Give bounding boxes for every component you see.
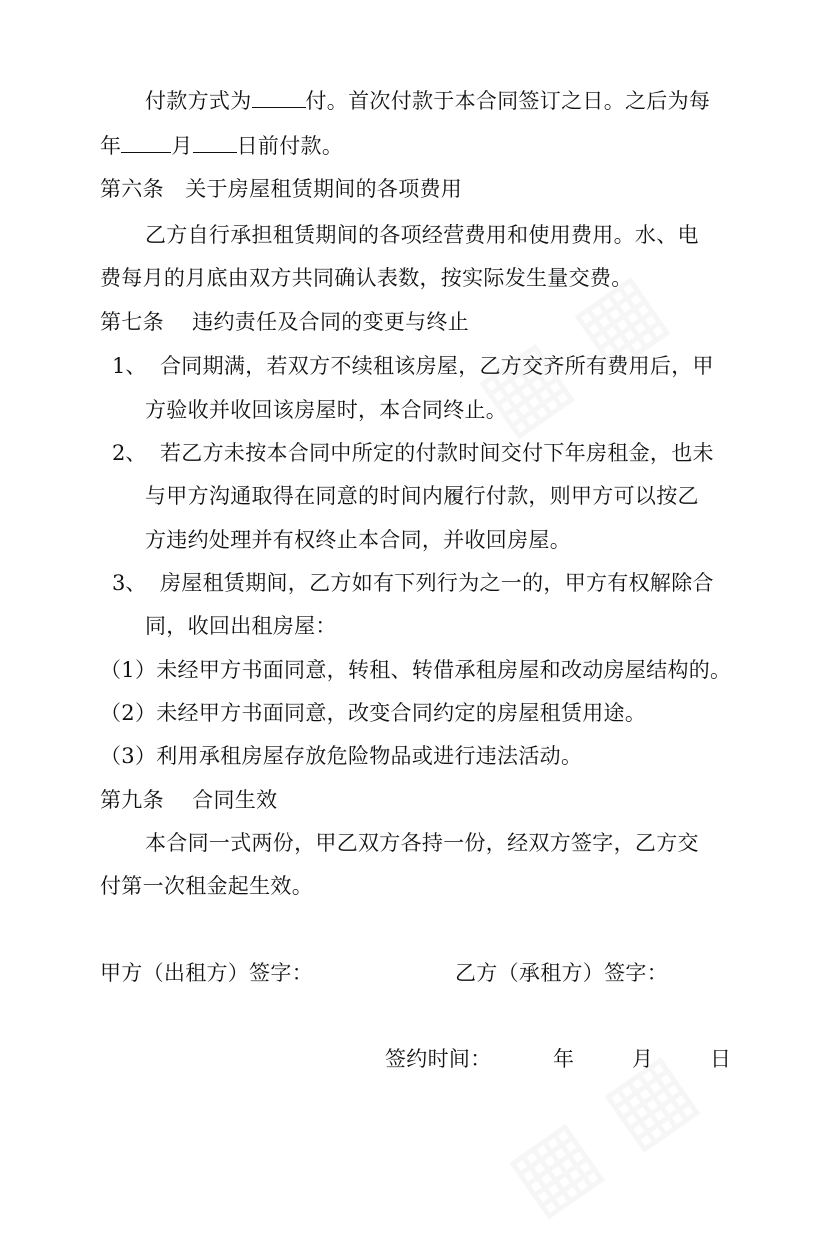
sign-date-year: 年	[553, 1047, 575, 1071]
article-7-item-3-number: 3、	[112, 571, 147, 595]
payment-method-blank	[252, 87, 306, 108]
article-7-item-2-number: 2、	[112, 441, 147, 465]
article-7-subitem-1: （1）未经甲方书面同意，转租、转借承租房屋和改动房屋结构的。	[100, 658, 732, 682]
party-b-signature-label: 乙方（承租方）签字：	[455, 961, 668, 985]
payment-text: 付。首次付款于本合同签订之日。之后为每	[305, 89, 711, 113]
payment-text: 日前付款。	[236, 134, 344, 158]
article-7-item-3-line-1: 房屋租赁期间，乙方如有下列行为之一的，甲方有权解除合	[160, 571, 714, 595]
article-6-heading: 第六条 关于房屋租赁期间的各项费用	[100, 177, 463, 201]
article-6-body-line-1: 乙方自行承担租赁期间的各项经营费用和使用费用。水、电	[145, 223, 699, 247]
article-7-subitem-2: （2）未经甲方书面同意，改变合同约定的房屋租赁用途。	[100, 701, 647, 725]
article-7-item-2-line-1: 若乙方未按本合同中所定的付款时间交付下年房租金，也未	[160, 441, 714, 465]
party-a-signature-label: 甲方（出租方）签字：	[100, 961, 313, 985]
article-7-item-2-line-3: 方违约处理并有权终止本合同，并收回房屋。	[145, 528, 571, 552]
sign-date-month: 月	[632, 1047, 654, 1071]
payment-text: 付款方式为	[145, 89, 252, 113]
article-9-body-line-1: 本合同一式两份，甲乙双方各持一份，经双方签字，乙方交	[145, 831, 699, 855]
month-blank	[121, 132, 171, 153]
watermark-mark	[488, 1032, 713, 1233]
sign-date-label: 签约时间：	[385, 1047, 492, 1071]
article-9-heading: 第九条 合同生效	[100, 788, 278, 812]
payment-line-1	[145, 86, 710, 116]
article-7-subitem-3: （3）利用承租房屋存放危险物品或进行违法活动。	[100, 744, 583, 768]
payment-line-2	[100, 131, 343, 161]
article-7-item-3-line-2: 同，收回出租房屋：	[145, 614, 337, 638]
payment-text: 年	[100, 134, 122, 158]
sign-date-day: 日	[710, 1047, 732, 1071]
article-7-item-1-line-1: 合同期满，若双方不续租该房屋，乙方交齐所有费用后，甲	[160, 354, 714, 378]
article-6-body-line-2: 费每月的月底由双方共同确认表数，按实际发生量交费。	[100, 266, 633, 290]
article-7-item-2-line-2: 与甲方沟通取得在同意的时间内履行付款，则甲方可以按乙	[145, 484, 699, 508]
article-7-item-1-line-2: 方验收并收回该房屋时，本合同终止。	[145, 398, 508, 422]
day-blank	[193, 132, 237, 153]
article-7-heading: 第七条 违约责任及合同的变更与终止	[100, 310, 470, 334]
payment-text: 月	[171, 134, 193, 158]
article-7-item-1-number: 1、	[112, 354, 147, 378]
article-9-body-line-2: 付第一次租金起生效。	[100, 874, 313, 898]
